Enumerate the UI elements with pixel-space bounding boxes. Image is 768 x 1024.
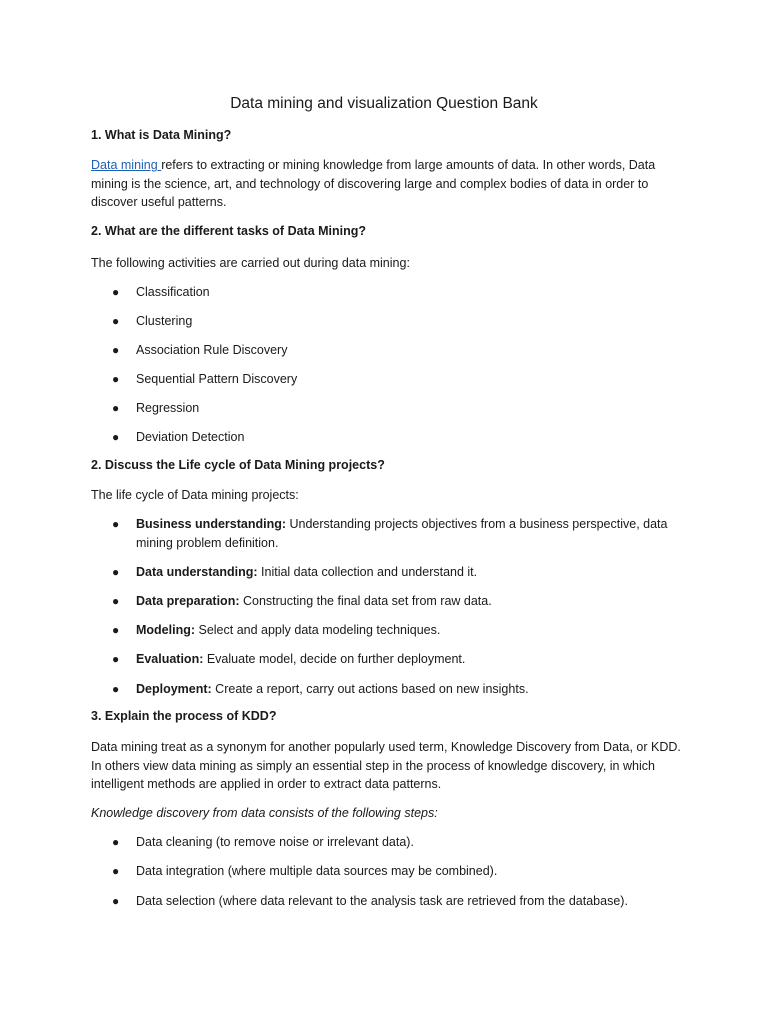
task-item-label: Deviation Detection: [136, 430, 245, 444]
list-item: [112, 341, 692, 360]
question-1-heading: 1. What is Data Mining?: [91, 128, 232, 142]
lifecycle-desc: Select and apply data modeling techniques.: [195, 623, 441, 637]
list-item: [112, 650, 692, 669]
lifecycle-desc: Evaluate model, decide on further deployment.: [203, 652, 466, 666]
lifecycle-term: Deployment:: [136, 682, 212, 696]
list-item: [112, 283, 692, 302]
list-item: [112, 862, 692, 881]
kdd-step-label: Data cleaning (to remove noise or irrelevant data).: [136, 835, 414, 849]
bullet-icon: ●: [112, 314, 120, 328]
lifecycle-desc: Constructing the final data set from raw data.: [239, 594, 492, 608]
data-mining-link[interactable]: Data mining: [91, 158, 162, 172]
bullet-icon: ●: [112, 565, 120, 579]
list-item: [112, 833, 692, 852]
document-title: Data mining and visualization Question Bank: [230, 95, 538, 112]
question-1-answer-text: refers to extracting or mining knowledge from large amounts of data. In other words, Data mining is the science, art, and technology of discovering large and complex bodies of data in order to discover useful patterns.: [91, 158, 656, 209]
lifecycle-term: Business understanding:: [136, 517, 287, 531]
task-item-label: Classification: [136, 285, 210, 299]
question-4-heading: 3. Explain the process of KDD?: [91, 709, 277, 723]
lifecycle-desc: Create a report, carry out actions based on new insights.: [211, 682, 529, 696]
bullet-icon: ●: [112, 623, 120, 637]
bullet-icon: ●: [112, 835, 120, 849]
kdd-steps-intro: Knowledge discovery from data consists of the following steps:: [91, 806, 438, 820]
lifecycle-term: Modeling:: [136, 623, 196, 637]
bullet-icon: ●: [112, 652, 120, 666]
bullet-icon: ●: [112, 401, 120, 415]
bullet-icon: ●: [112, 343, 120, 357]
lifecycle-term: Data preparation:: [136, 594, 240, 608]
kdd-step-label: Data integration (where multiple data sources may be combined).: [136, 864, 498, 878]
lifecycle-term: Data understanding:: [136, 565, 258, 579]
bullet-icon: ●: [112, 864, 120, 878]
list-item: [112, 428, 692, 447]
list-item: [112, 592, 692, 611]
lifecycle-desc: Initial data collection and understand it.: [257, 565, 478, 579]
list-item: [112, 370, 692, 389]
kdd-step-label: Data selection (where data relevant to the analysis task are retrieved from the database).: [136, 894, 628, 908]
bullet-icon: ●: [112, 894, 120, 908]
lifecycle-term: Evaluation:: [136, 652, 204, 666]
list-item: [112, 892, 692, 911]
list-item: [112, 680, 692, 699]
list-item: [112, 563, 692, 582]
question-4-answer: Data mining treat as a synonym for another popularly used term, Knowledge Discovery from Data, or KDD. In others view data mining as simply an essential step in the process of knowledge discovery, in which intelligent methods are applied in order to extract data patterns.: [91, 740, 681, 791]
question-2-heading: 2. What are the different tasks of Data Mining?: [91, 224, 367, 238]
bullet-icon: ●: [112, 682, 120, 696]
question-1-answer: [91, 156, 681, 212]
bullet-icon: ●: [112, 372, 120, 386]
question-3-intro: The life cycle of Data mining projects:: [91, 488, 299, 502]
question-3-heading: 2. Discuss the Life cycle of Data Mining projects?: [91, 458, 385, 472]
list-item: [112, 515, 692, 552]
task-item-label: Clustering: [136, 314, 193, 328]
bullet-icon: ●: [112, 517, 120, 531]
question-2-intro: The following activities are carried out during data mining:: [91, 256, 410, 270]
task-item-label: Sequential Pattern Discovery: [136, 372, 298, 386]
task-item-label: Association Rule Discovery: [136, 343, 288, 357]
bullet-icon: ●: [112, 285, 120, 299]
bullet-icon: ●: [112, 430, 120, 444]
bullet-icon: ●: [112, 594, 120, 608]
task-item-label: Regression: [136, 401, 200, 415]
list-item: [112, 399, 692, 418]
lifecycle-desc: Understanding projects objectives from a business perspective, data mining problem definition.: [136, 517, 668, 550]
list-item: [112, 621, 692, 640]
list-item: [112, 312, 692, 331]
